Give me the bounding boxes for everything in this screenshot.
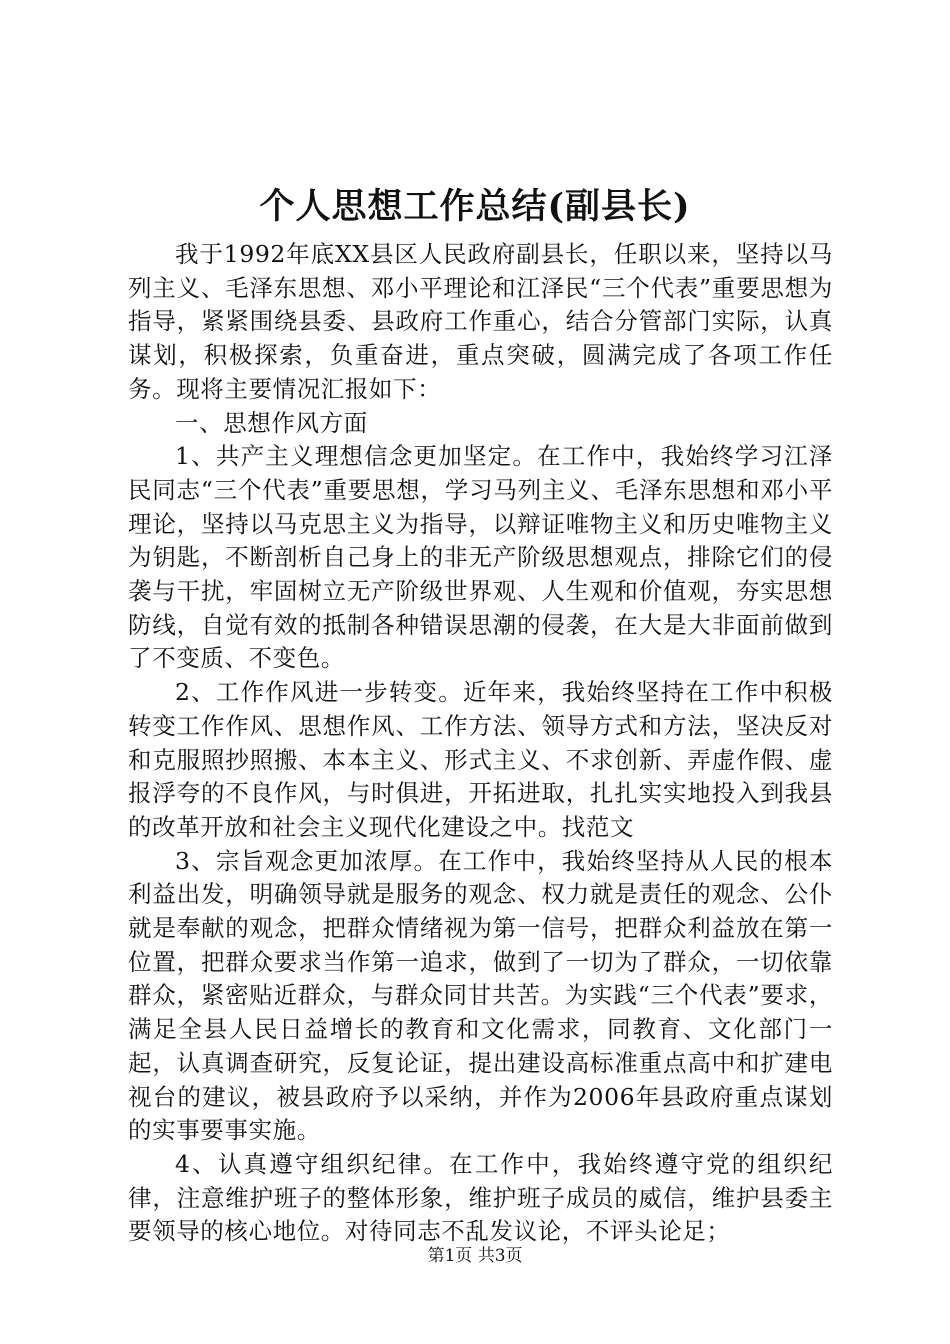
- document-body: [128, 238, 833, 1249]
- paragraph-item-3: 3、宗旨观念更加浓厚。在工作中，我始终坚持从人民的根本利益出发，明确领导就是服务的观念、权力就是责任的观念、公仆就是奉献的观念，把群众情绪视为第一信号，把群众利益放在第一位置，把群众要求当作第一追求，做到了一切为了群众，一切依靠群众，紧密贴近群众，与群众同甘共苦。为实践“三个代表”要求，满足全县人民日益增长的教育和文化需求，同教育、文化部门一起，认真调查研究，反复论证，提出建设高标准重点高中和扩建电视台的建议，被县政府予以采纳，并作为2006年县政府重点谋划的实事要事实施。: [128, 846, 833, 1145]
- paragraph-intro: 我于1992年底XX县区人民政府副县长，任职以来，坚持以马列主义、毛泽东思想、邓小平理论和江泽民“三个代表”重要思想为指导，紧紧围绕县委、县政府工作重心，结合分管部门实际，认真谋划，积极探索，负重奋进，重点突破，圆满完成了各项工作任务。现将主要情况汇报如下：: [128, 240, 833, 403]
- document-title: 个人思想工作总结(副县长): [259, 186, 691, 227]
- paragraph-item-4: 4、认真遵守组织纪律。在工作中，我始终遵守党的组织纪律，注意维护班子的整体形象，维护班子成员的威信，维护县委主要领导的核心地位。对待同志不乱发议论，不评头论足；: [128, 1149, 833, 1246]
- paragraph-item-1: 1、共产主义理想信念更加坚定。在工作中，我始终学习江泽民同志“三个代表”重要思想，学习马列主义、毛泽东思想和邓小平理论，坚持以马克思主义为指导，以辩证唯物主义和历史唯物主义为钥匙，不断剖析自己身上的非无产阶级思想观点，排除它们的侵袭与干扰，牢固树立无产阶级世界观、人生观和价值观，夯实思想防线，自觉有效的抵制各种错误思潮的侵袭，在大是大非面前做到了不变质、不变色。: [128, 442, 833, 673]
- page-number: 第1页 共3页: [427, 1246, 523, 1266]
- section-heading: 一、思想作风方面: [175, 408, 368, 437]
- paragraph-item-2: 2、工作作风进一步转变。近年来，我始终坚持在工作中积极转变工作作风、思想作风、工作方法、领导方式和方法，坚决反对和克服照抄照搬、本本主义、形式主义、不求创新、弄虚作假、虚报浮夸的不良作风，与时俱进，开拓进取，扎扎实实地投入到我县的改革开放和社会主义现代化建设之中。找范文: [128, 678, 833, 841]
